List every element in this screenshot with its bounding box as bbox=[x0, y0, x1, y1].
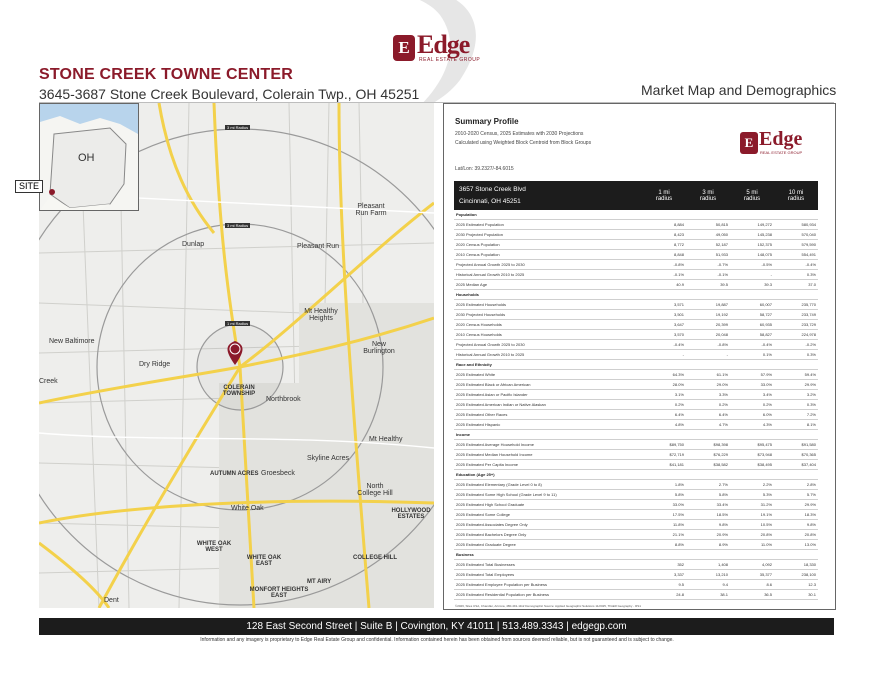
cell-value: $91,580 bbox=[774, 440, 818, 450]
cell-value: 11.0% bbox=[730, 540, 774, 550]
cell-value: 33.4% bbox=[686, 500, 730, 510]
col-header: 10 mi radius bbox=[774, 181, 818, 210]
cell-value: 2.7% bbox=[686, 480, 730, 490]
cell-value: 6.4% bbox=[686, 410, 730, 420]
row-label: 2025 Estimated Total Employees bbox=[454, 570, 642, 580]
cell-value: 58,727 bbox=[730, 310, 774, 320]
cell-value: -0.4% bbox=[774, 260, 818, 270]
state-label: OH bbox=[78, 152, 95, 164]
row-label: Historical Annual Growth 2010 to 2025 bbox=[454, 270, 642, 280]
page-heading: Market Map and Demographics bbox=[641, 82, 837, 98]
cell-value: 28.0% bbox=[642, 380, 686, 390]
cell-value: 352 bbox=[642, 560, 686, 570]
table-row bbox=[454, 320, 818, 330]
cell-value: 60,935 bbox=[730, 320, 774, 330]
cell-value: 224,978 bbox=[774, 330, 818, 340]
cell-value: 4.7% bbox=[686, 420, 730, 430]
cell-value: 20.8% bbox=[774, 530, 818, 540]
table-row bbox=[454, 330, 818, 340]
table-row bbox=[454, 560, 818, 570]
section-heading: Income bbox=[454, 430, 818, 440]
cell-value: 8,423 bbox=[642, 230, 686, 240]
row-label: 2025 Estimated Black or African American bbox=[454, 380, 642, 390]
cell-value: 5.7% bbox=[774, 490, 818, 500]
row-label: 2025 Median Age bbox=[454, 280, 642, 290]
cell-value: 20.9% bbox=[686, 530, 730, 540]
radius-label: 3 mi Radius bbox=[227, 223, 249, 228]
table-row bbox=[454, 420, 818, 430]
cell-value: 8.6 bbox=[730, 580, 774, 590]
table-row bbox=[454, 230, 818, 240]
place-label: Pleasant Run bbox=[297, 243, 340, 250]
row-label: Projected Annual Growth 2025 to 2030 bbox=[454, 260, 642, 270]
table-row bbox=[454, 510, 818, 520]
cell-value: 3,501 bbox=[642, 310, 686, 320]
cell-value: -0.8% bbox=[686, 340, 730, 350]
cell-value: 149,272 bbox=[730, 220, 774, 230]
cell-value: 29.9% bbox=[774, 500, 818, 510]
place-label: WHITE OAK EAST bbox=[246, 555, 282, 567]
cell-value: 19,887 bbox=[686, 300, 730, 310]
row-label: 2025 Estimated Elementary (Grade Level 0 to 8) bbox=[454, 480, 642, 490]
col-header: 5 mi radius bbox=[730, 181, 774, 210]
demographics-table bbox=[454, 181, 818, 600]
cell-value: 235,770 bbox=[774, 300, 818, 310]
cell-value: $76,229 bbox=[686, 450, 730, 460]
place-label: Creek bbox=[39, 378, 58, 385]
table-row bbox=[454, 380, 818, 390]
table-row bbox=[454, 310, 818, 320]
cell-value: 580,934 bbox=[774, 220, 818, 230]
company-logo bbox=[393, 30, 488, 67]
table-row bbox=[454, 520, 818, 530]
cell-value: 233,749 bbox=[774, 310, 818, 320]
row-label: 2025 Estimated High School Graduate bbox=[454, 500, 642, 510]
cell-value: 0.3% bbox=[774, 350, 818, 360]
cell-value: $37,404 bbox=[774, 460, 818, 470]
cell-value: 2.2% bbox=[730, 480, 774, 490]
section-heading: Race and Ethnicity bbox=[454, 360, 818, 370]
cell-value: 570,040 bbox=[774, 230, 818, 240]
cell-value: -0.2% bbox=[774, 340, 818, 350]
table-row bbox=[454, 410, 818, 420]
place-label: Mt Healthy Heights bbox=[304, 308, 338, 322]
section-row bbox=[454, 210, 818, 220]
cell-value: 52,187 bbox=[686, 240, 730, 250]
cell-value: - bbox=[730, 270, 774, 280]
cell-value: 6.0% bbox=[730, 410, 774, 420]
row-label: 2025 Estimated Average Household Income bbox=[454, 440, 642, 450]
row-label: 2025 Estimated Median Household Income bbox=[454, 450, 642, 460]
cell-value: 61.1% bbox=[686, 370, 730, 380]
cell-value: 3,571 bbox=[642, 300, 686, 310]
section-row bbox=[454, 290, 818, 300]
table-body bbox=[454, 210, 818, 600]
table-row bbox=[454, 590, 818, 600]
lat-lon: Lat/Lon: 39.2327/-84.6015 bbox=[455, 166, 514, 172]
place-label: Mt Healthy bbox=[369, 436, 403, 443]
place-label: AUTUMN ACRES bbox=[210, 471, 259, 477]
cell-value: 9.5 bbox=[642, 580, 686, 590]
col-header: 3 mi radius bbox=[686, 181, 730, 210]
cell-value: $89,750 bbox=[642, 440, 686, 450]
cell-value: 36.5 bbox=[730, 590, 774, 600]
cell-value: 8,772 bbox=[642, 240, 686, 250]
table-row bbox=[454, 300, 818, 310]
cell-value: $72,719 bbox=[642, 450, 686, 460]
row-label: 2010 Census Population bbox=[454, 250, 642, 260]
cell-value: 29.9% bbox=[774, 380, 818, 390]
place-label: WHITE OAK WEST bbox=[196, 541, 232, 553]
cell-value: 8.8% bbox=[642, 540, 686, 550]
place-label: HOLLYWOOD ESTATES bbox=[391, 508, 431, 520]
cell-value: -0.1% bbox=[642, 270, 686, 280]
cell-value: -0.7% bbox=[686, 260, 730, 270]
logo-sub: REAL ESTATE GROUP bbox=[760, 150, 803, 155]
cell-value: 554,491 bbox=[774, 250, 818, 260]
cell-value: 0.3% bbox=[774, 400, 818, 410]
cell-value: 19.1% bbox=[730, 510, 774, 520]
cell-value: $38,495 bbox=[730, 460, 774, 470]
logo-word: Edge bbox=[759, 128, 803, 150]
row-label: 2025 Estimated Households bbox=[454, 300, 642, 310]
cell-value: 8,848 bbox=[642, 250, 686, 260]
cell-value: 18,330 bbox=[774, 560, 818, 570]
cell-value: 579,590 bbox=[774, 240, 818, 250]
radius-label: 1 mi Radius bbox=[227, 321, 249, 326]
table-row bbox=[454, 240, 818, 250]
cell-value: 2.8% bbox=[774, 480, 818, 490]
table-row bbox=[454, 350, 818, 360]
state-inset-map bbox=[39, 103, 139, 211]
cell-value: 59.4% bbox=[774, 370, 818, 380]
logo-word: Edge bbox=[417, 30, 470, 59]
table-row bbox=[454, 570, 818, 580]
cell-value: $95,475 bbox=[730, 440, 774, 450]
table-row bbox=[454, 390, 818, 400]
row-label: 2025 Estimated Some High School (Grade Level 9 to 11) bbox=[454, 490, 642, 500]
section-heading: Households bbox=[454, 290, 818, 300]
cell-value: 8,884 bbox=[642, 220, 686, 230]
cell-value: 3.3% bbox=[686, 390, 730, 400]
section-row bbox=[454, 430, 818, 440]
row-label: 2025 Estimated Other Races bbox=[454, 410, 642, 420]
place-label: COLLEGE HILL bbox=[353, 555, 397, 561]
section-row bbox=[454, 470, 818, 480]
location-line: 3657 Stone Creek Blvd bbox=[459, 185, 526, 193]
row-label: Projected Annual Growth 2025 to 2030 bbox=[454, 340, 642, 350]
profile-logo bbox=[740, 128, 810, 162]
place-label: North College Hill bbox=[357, 483, 393, 497]
cell-value: 8.1% bbox=[774, 420, 818, 430]
place-label: Dent bbox=[104, 597, 119, 604]
profile-subtitle bbox=[455, 130, 591, 148]
cell-value: 49,050 bbox=[686, 230, 730, 240]
table-row bbox=[454, 460, 818, 470]
cell-value: 1,408 bbox=[686, 560, 730, 570]
cell-value: 6.4% bbox=[642, 410, 686, 420]
cell-value: 37.0 bbox=[774, 280, 818, 290]
cell-value: 40.9 bbox=[642, 280, 686, 290]
cell-value: $41,181 bbox=[642, 460, 686, 470]
section-heading: Business bbox=[454, 550, 818, 560]
place-label: Groesbeck bbox=[261, 470, 295, 477]
place-label: MT AIRY bbox=[307, 579, 332, 585]
row-label: 2020 Census Population bbox=[454, 240, 642, 250]
disclaimer: Information and any imagery is proprietary to Edge Real Estate Group and confidential. Information contained herein has been obtained from sources deemed reliable, but is not guaranteed and is subject to change. bbox=[200, 637, 674, 643]
cell-value: -0.5% bbox=[730, 260, 774, 270]
cell-value: 9.8% bbox=[686, 520, 730, 530]
cell-value: 233,729 bbox=[774, 320, 818, 330]
logo-sub: REAL ESTATE GROUP bbox=[419, 57, 481, 63]
row-label: Historical Annual Growth 2010 to 2025 bbox=[454, 350, 642, 360]
cell-value: 7.2% bbox=[774, 410, 818, 420]
site-tag: SITE bbox=[15, 180, 43, 193]
logo-mark: E bbox=[740, 132, 758, 154]
table-header-row bbox=[454, 181, 818, 210]
cell-value: 145,238 bbox=[730, 230, 774, 240]
cell-value: -0.4% bbox=[730, 340, 774, 350]
cell-value: 33.0% bbox=[730, 380, 774, 390]
cell-value: 9.4 bbox=[686, 580, 730, 590]
place-label: Dunlap bbox=[182, 241, 205, 248]
cell-value: 20,399 bbox=[686, 320, 730, 330]
place-label: Dry Ridge bbox=[139, 361, 171, 368]
cell-value: -0.4% bbox=[642, 340, 686, 350]
row-label: 2030 Projected Population bbox=[454, 230, 642, 240]
cell-value: 38.1 bbox=[686, 590, 730, 600]
cell-value: $98,398 bbox=[686, 440, 730, 450]
cell-value: 10.5% bbox=[730, 520, 774, 530]
table-row bbox=[454, 440, 818, 450]
table-row bbox=[454, 220, 818, 230]
table-row bbox=[454, 580, 818, 590]
table-row bbox=[454, 370, 818, 380]
cell-value: 19,192 bbox=[686, 310, 730, 320]
place-label: New Baltimore bbox=[49, 338, 95, 345]
section-heading: Education (Age 25+) bbox=[454, 470, 818, 480]
property-title: STONE CREEK TOWNE CENTER bbox=[39, 66, 294, 83]
cell-value: - bbox=[642, 350, 686, 360]
cell-value: 3.1% bbox=[642, 390, 686, 400]
row-label: 2020 Census Households bbox=[454, 320, 642, 330]
location-line: Cincinnati, OH 45251 bbox=[459, 197, 521, 205]
cell-value: 3,337 bbox=[642, 570, 686, 580]
place-label: New Burlington bbox=[363, 341, 395, 355]
row-label: 2025 Estimated Residential Population per Business bbox=[454, 590, 642, 600]
cell-value: 5.8% bbox=[686, 490, 730, 500]
cell-value: 4.3% bbox=[730, 420, 774, 430]
profile-footnote: ©2026, Sites USA, Chandler, Arizona, 480-491-1112 Demographic Source: Applied Geographic Solutions 11/2025, TIGER Geography - RS1 bbox=[455, 604, 641, 608]
cell-value: 51,933 bbox=[686, 250, 730, 260]
summary-profile-panel bbox=[443, 103, 836, 610]
table-row bbox=[454, 280, 818, 290]
row-label: 2025 Estimated Associates Degree Only bbox=[454, 520, 642, 530]
place-label: COLERAIN TOWNSHIP bbox=[222, 385, 256, 397]
contact-footer: 128 East Second Street | Suite B | Covington, KY 41011 | 513.489.3343 | edgegp.com bbox=[39, 618, 834, 635]
cell-value: 64.3% bbox=[642, 370, 686, 380]
table-row bbox=[454, 270, 818, 280]
row-label: 2025 Estimated Total Businesses bbox=[454, 560, 642, 570]
place-label: Pleasant Run Farm bbox=[355, 203, 387, 217]
table-row bbox=[454, 450, 818, 460]
radius-label: 3 mi Radius bbox=[227, 125, 249, 130]
cell-value: -0.1% bbox=[686, 270, 730, 280]
row-label: 2025 Estimated Population bbox=[454, 220, 642, 230]
cell-value: 31.2% bbox=[730, 500, 774, 510]
cell-value: 0.2% bbox=[730, 400, 774, 410]
cell-value: 20.8% bbox=[730, 530, 774, 540]
place-label: Skyline Acres bbox=[307, 455, 350, 462]
market-map bbox=[39, 103, 434, 608]
cell-value: 30.1 bbox=[774, 590, 818, 600]
cell-value: 20,048 bbox=[686, 330, 730, 340]
table-row bbox=[454, 500, 818, 510]
place-label: White Oak bbox=[231, 505, 264, 512]
row-label: 2025 Estimated Graduate Degree bbox=[454, 540, 642, 550]
place-label: MONFORT HEIGHTS EAST bbox=[249, 587, 309, 599]
row-label: 2025 Estimated Hispanic bbox=[454, 420, 642, 430]
cell-value: 9.8% bbox=[774, 520, 818, 530]
cell-value: 21.1% bbox=[642, 530, 686, 540]
cell-value: 13,210 bbox=[686, 570, 730, 580]
property-address: 3645-3687 Stone Creek Boulevard, Colerain Twp., OH 45251 bbox=[39, 86, 420, 102]
row-label: 2025 Estimated Per Capita Income bbox=[454, 460, 642, 470]
cell-value: 18.3% bbox=[774, 510, 818, 520]
row-label: 2010 Census Households bbox=[454, 330, 642, 340]
table-row bbox=[454, 480, 818, 490]
cell-value: 13.0% bbox=[774, 540, 818, 550]
profile-subtitle-line: Calculated using Weighted Block Centroid from Block Groups bbox=[455, 140, 592, 146]
cell-value: 12.3 bbox=[774, 580, 818, 590]
place-label: Northbrook bbox=[266, 396, 301, 403]
cell-value: 5.8% bbox=[642, 490, 686, 500]
cell-value: 0.2% bbox=[642, 400, 686, 410]
cell-value: 152,375 bbox=[730, 240, 774, 250]
cell-value: 3.4% bbox=[730, 390, 774, 400]
cell-value: 33.0% bbox=[642, 500, 686, 510]
table-row bbox=[454, 490, 818, 500]
cell-value: $38,582 bbox=[686, 460, 730, 470]
cell-value: $70,365 bbox=[774, 450, 818, 460]
table-row bbox=[454, 250, 818, 260]
cell-value: 58,827 bbox=[730, 330, 774, 340]
cell-value: 0.3% bbox=[774, 270, 818, 280]
profile-subtitle-line: 2010-2020 Census, 2025 Estimates with 2030 Projections bbox=[455, 131, 584, 137]
cell-value: 0.2% bbox=[686, 400, 730, 410]
cell-value: 148,075 bbox=[730, 250, 774, 260]
cell-value: - bbox=[686, 350, 730, 360]
cell-value: 24.8 bbox=[642, 590, 686, 600]
cell-value: 238,100 bbox=[774, 570, 818, 580]
cell-value: 17.5% bbox=[642, 510, 686, 520]
cell-value: 3.2% bbox=[774, 390, 818, 400]
cell-value: $73,948 bbox=[730, 450, 774, 460]
section-row bbox=[454, 360, 818, 370]
cell-value: 4,092 bbox=[730, 560, 774, 570]
logo-mark: E bbox=[393, 35, 415, 61]
section-row bbox=[454, 550, 818, 560]
cell-value: 57.9% bbox=[730, 370, 774, 380]
cell-value: 50,815 bbox=[686, 220, 730, 230]
section-heading: Population bbox=[454, 210, 818, 220]
table-row bbox=[454, 530, 818, 540]
cell-value: 11.8% bbox=[642, 520, 686, 530]
profile-title: Summary Profile bbox=[455, 117, 519, 126]
cell-value: 8.9% bbox=[686, 540, 730, 550]
cell-value: 29.0% bbox=[686, 380, 730, 390]
cell-value: 60,007 bbox=[730, 300, 774, 310]
cell-value: 5.3% bbox=[730, 490, 774, 500]
row-label: 2025 Estimated Employee Population per Business bbox=[454, 580, 642, 590]
row-label: 2025 Estimated Some College bbox=[454, 510, 642, 520]
col-header: 1 mi radius bbox=[642, 181, 686, 210]
table-row bbox=[454, 340, 818, 350]
location-header bbox=[454, 181, 642, 210]
cell-value: 39.3 bbox=[730, 280, 774, 290]
table-row bbox=[454, 400, 818, 410]
cell-value: 35,377 bbox=[730, 570, 774, 580]
cell-value: 3,570 bbox=[642, 330, 686, 340]
table-row bbox=[454, 540, 818, 550]
table-row bbox=[454, 260, 818, 270]
cell-value: 3,647 bbox=[642, 320, 686, 330]
cell-value: 4.8% bbox=[642, 420, 686, 430]
row-label: 2025 Estimated Asian or Pacific Islander bbox=[454, 390, 642, 400]
row-label: 2025 Estimated White bbox=[454, 370, 642, 380]
cell-value: 0.1% bbox=[730, 350, 774, 360]
cell-value: 39.5 bbox=[686, 280, 730, 290]
cell-value: 1.8% bbox=[642, 480, 686, 490]
row-label: 2025 Estimated Bachelors Degree Only bbox=[454, 530, 642, 540]
row-label: 2030 Projected Households bbox=[454, 310, 642, 320]
cell-value: -0.8% bbox=[642, 260, 686, 270]
row-label: 2025 Estimated American Indian or Native Alaskan bbox=[454, 400, 642, 410]
cell-value: 18.5% bbox=[686, 510, 730, 520]
